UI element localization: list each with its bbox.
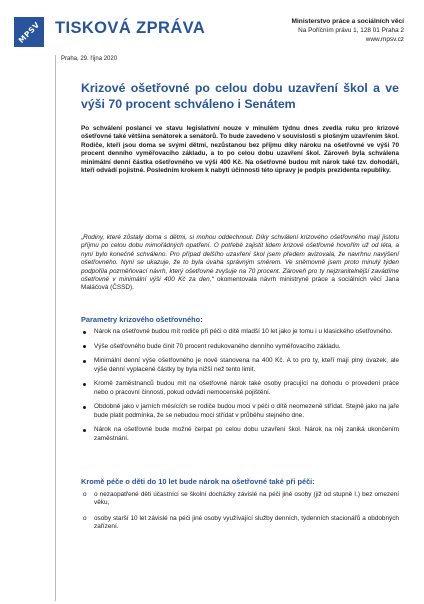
list-item: Nárok na ošetřovné bude možné čerpat po celou dobu uzavření škol. Nárok na něj zaniká ukončením zaměstnání.: [81, 426, 399, 443]
list-item: [81, 491, 399, 508]
ministry-address-block: [291, 17, 404, 44]
quote-attribution: okomentovala návrh ministryně práce a sociálních věcí Jana Maláčová (ČSSD).: [81, 276, 399, 292]
headline: Krizové ošetřovné po celou dobu uzavření škol a ve výši 70 procent schváleno i Senátem: [81, 81, 399, 111]
list-item: Výše ošetřovného bude činit 70 procent redukovaného denního vyměřovacího základu.: [81, 343, 399, 351]
other-care-list: [81, 491, 399, 539]
list-item: Minimální denní výše ošetřovného je nově stanovena na 400 Kč. A to pro ty, kteří mají plný úvazek, ale výše denní vyplacené částky by byla nižší než tento limit.: [81, 357, 399, 374]
release-date: Praha, 29. října 2020: [61, 56, 118, 62]
ministry-logo: [14, 17, 44, 47]
circle-bullet-icon: o: [83, 514, 87, 522]
circle-bullet-icon: o: [83, 491, 87, 498]
list-item: Nárok na ošetřovné budou mít rodiče při péči o dítě mladší 10 let jako je tomu i u klasického ošetřovného.: [81, 328, 399, 336]
minister-quote: [81, 234, 399, 293]
list-item-text: o nezaopatřené děti účastnící se školní docházky závislé na péči jiné osoby (již od stupně I.) bez omezení věku,: [94, 491, 399, 507]
section-heading-other-care: Kromě péče o děti do 10 let bude nárok na ošetřovné také při péči:: [81, 477, 315, 486]
ministry-address: Na Poříčním právu 1, 128 01 Praha 2: [298, 27, 404, 34]
parameters-list: [81, 328, 399, 449]
list-item: Kromě zaměstnanců budou mít na ošetřovné nárok také osoby pracující na dohodu o provedení práce nebo o pracovní činnosti, pokud odvádí nemocenské pojištění.: [81, 380, 399, 397]
document-type-title: TISKOVÁ ZPRÁVA: [55, 19, 206, 37]
list-item-text: osoby starší 10 let závislé na péči jiné osoby využívající služby denních, týdenních stacionářů a obdobných zařízení.: [94, 514, 399, 531]
quote-text: „Rodiny, které zůstaly doma s dětmi, si mohou oddechnout. Díky schválení krizového ošetřovného mají jistotu příjmu po celou dobu mimořádných opatření. O potřebě zajistit lidem krizové ošetřovné hovořím už od léta, a nyní bylo konečně schváleno. Pro případ delšího uzavření škol jsem předem avizovala, že navrhnu navýšení ošetřovného. Nyní se ukazuje, že to byla úvaha správným směrem. Ve sněmovně jsem proto minulý týden podpořila pozměňovací návrh, který ošetřovné zvyšuje na 70 procent. Zároveň pro ty nejzranitelnější zavádíme ošetřovné v minimální výši 400 Kč za den,“: [81, 234, 399, 284]
ministry-name: Ministerstvo práce a sociálních věcí: [291, 18, 404, 25]
lead-paragraph: Po schválení poslanci ve stavu legislativní nouze v minulém týdnu dnes zvedla ruku pro krizové ošetřovné také většina senátorek a senátorů. To bude zavedeno v souvislosti s plošným uzavřením škol. Rodiče, kteří jsou doma se svými dětmi, nezůstanou bez příjmu díky nároku na ošetřovné ve výši 70 procent denního vyměřovacího základu, a to po celou dobu uzavření škol. Zároveň byla schválena minimální denní částka ošetřovného ve výši 400 Kč. Na ošetřovné budou mít nárok také tzv. dohodáři, kteří odvádí pojistné. Posledním krokem k nabytí účinnosti této úpravy je podpis prezidenta republiky.: [81, 125, 399, 175]
margin-rule: [55, 55, 56, 601]
list-item: Obdobně jako v jarních měsících se rodiče budou moci v péči o dítě neomezeně střídat. Stejně jako na jaře bude platit podmínka, že se nebudou moci střídat v průběhu stejného dne.: [81, 403, 399, 420]
ministry-web: www.mpsv.cz: [365, 36, 404, 43]
logo-text: MPSV: [16, 19, 42, 45]
section-heading-parameters: Parametry krizového ošetřovného:: [81, 315, 203, 324]
list-item: [81, 515, 399, 532]
